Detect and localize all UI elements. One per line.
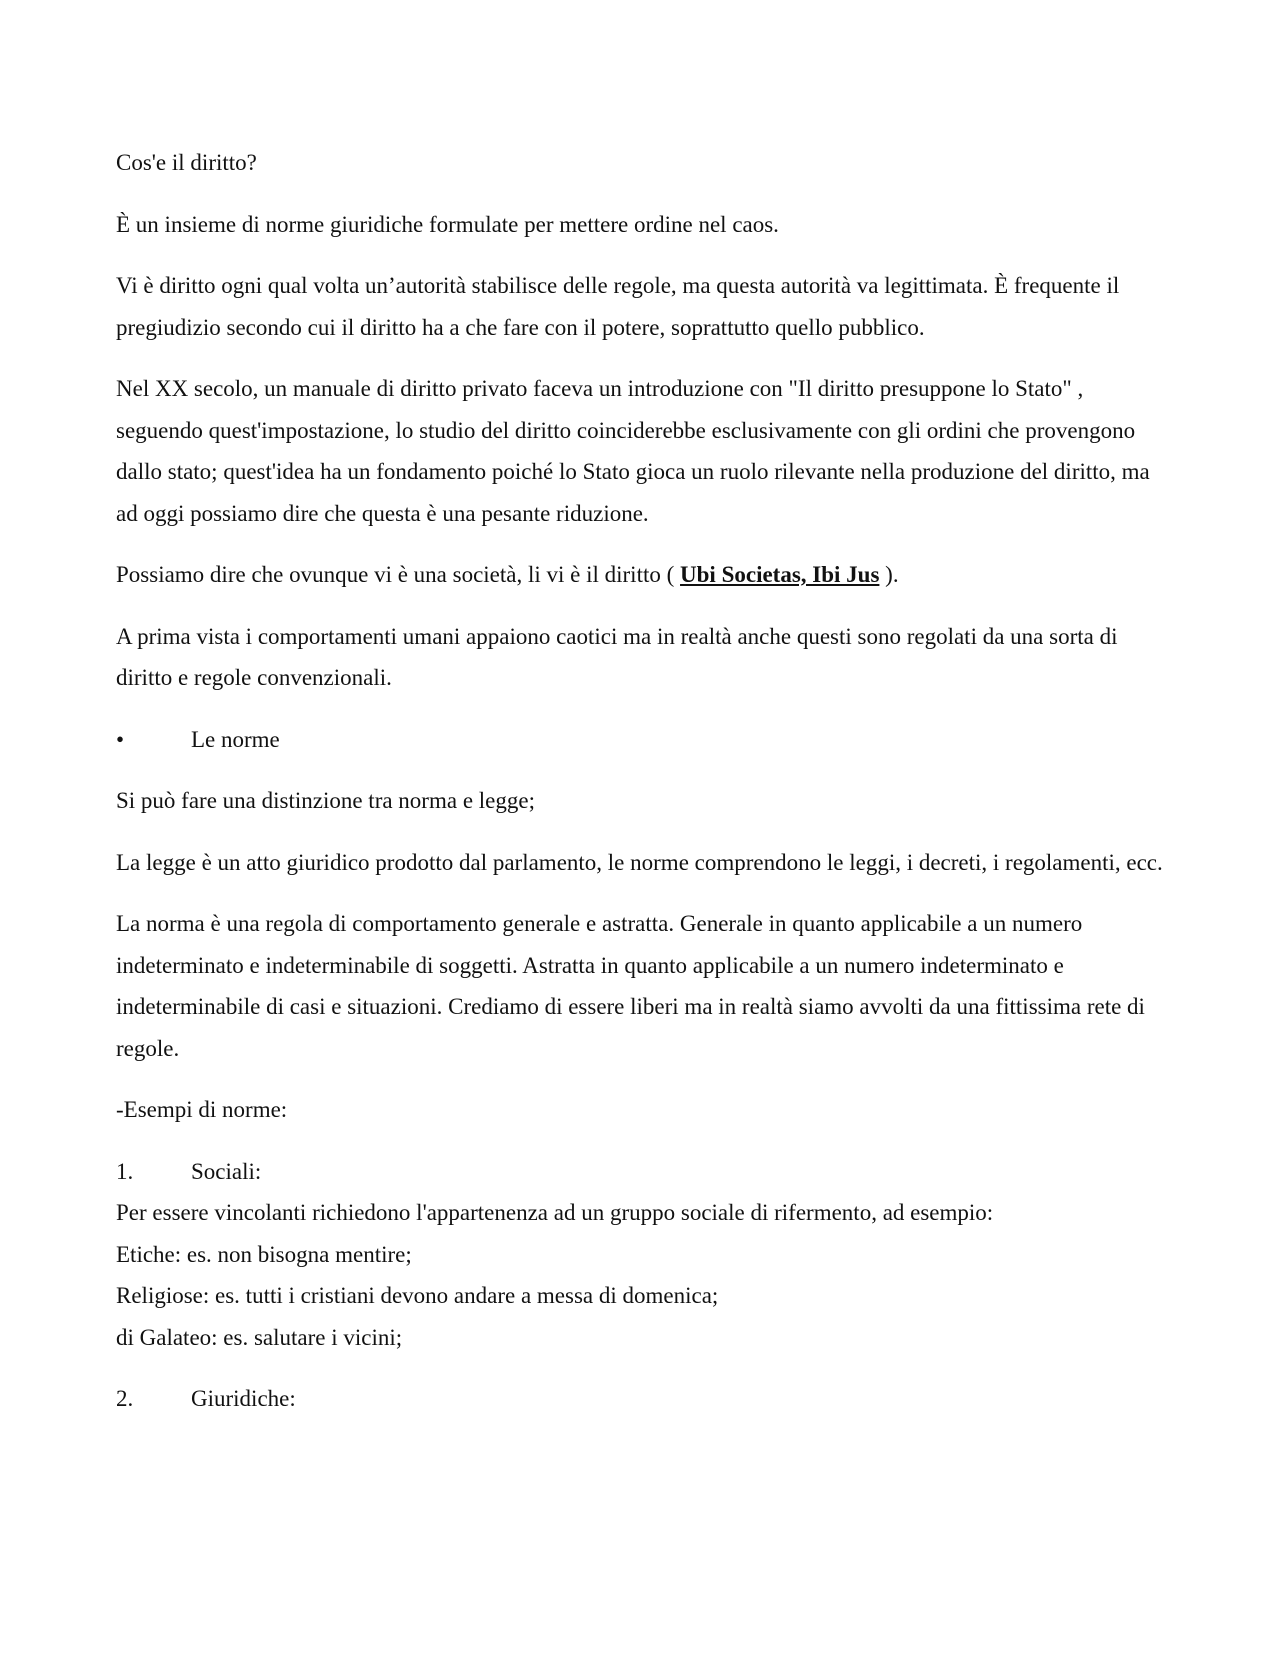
- sociali-line: Religiose: es. tutti i cristiani devono andare a messa di domenica;: [116, 1283, 719, 1308]
- latin-maxim: Ubi Societas, Ibi Jus: [680, 562, 880, 587]
- sociali-line: Etiche: es. non bisogna mentire;: [116, 1241, 412, 1267]
- sociali-line: Per essere vincolanti richiedono l'appartenenza ad un gruppo sociale di rifermento, ad esempio:: [116, 1200, 994, 1225]
- bullet-item-label: Le norme: [191, 726, 280, 752]
- list-item-label-giuridiche: Giuridiche:: [191, 1386, 296, 1411]
- paragraph-authority: Vi è diritto ogni qual volta un’autorità stabilisce delle regole, ma questa autorità va legittimata. È frequente il pregiudizio secondo cui il diritto ha a che fare con il potere, soprattutto quello pubblico.: [116, 273, 1120, 340]
- paragraph-behaviour: A prima vista i comportamenti umani appaiono caotici ma in realtà anche questi sono regolati da una sorta di diritto e regole convenzionali.: [116, 623, 1118, 690]
- list-item-giuridiche: [116, 1378, 1166, 1420]
- document-heading: Cos'e il diritto?: [116, 150, 257, 175]
- document-page: [116, 142, 1166, 1440]
- paragraph-society: [116, 554, 1166, 596]
- list-item-label-sociali: Sociali:: [191, 1158, 262, 1184]
- list-marker-1: 1.: [116, 1158, 134, 1184]
- paragraph-norm: La norma è una regola di comportamento generale e astratta. Generale in quanto applicabile a un numero indeterminato e indeterminabile di soggetti. Astratta in quanto applicabile a un numero indeterminato e indeterminabile di casi e situazioni. Crediamo di essere liberi ma in realtà siamo avvolti da una fittissima rete di regole.: [116, 911, 1145, 1061]
- bullet-marker: •: [116, 726, 125, 752]
- paragraph-definition: È un insieme di norme giuridiche formulate per mettere ordine nel caos.: [116, 211, 779, 237]
- paragraph-law: La legge è un atto giuridico prodotto dal parlamento, le norme comprendono le leggi, i decreti, i regolamenti, ecc.: [116, 849, 1163, 875]
- paragraph-examples: -Esempi di norme:: [116, 1097, 288, 1122]
- list-marker-2: 2.: [116, 1386, 134, 1411]
- sociali-details: [116, 1192, 1166, 1358]
- paragraph-state: Nel XX secolo, un manuale di diritto privato faceva un introduzione con "Il diritto presuppone lo Stato" , seguendo quest'impostazione, lo studio del diritto coinciderebbe esclusivamente con gli ordini che provengono dallo stato; quest'idea ha un fondamento poiché lo Stato gioca un ruolo rilevante nella produzione del diritto, ma ad oggi possiamo dire che questa è una pesante riduzione.: [116, 376, 1150, 526]
- sociali-line: di Galateo: es. salutare i vicini;: [116, 1324, 403, 1350]
- society-text-after: ).: [879, 562, 899, 587]
- list-item-sociali: [116, 1151, 1166, 1193]
- paragraph-distinction: Si può fare una distinzione tra norma e legge;: [116, 788, 535, 813]
- society-text-before: Possiamo dire che ovunque vi è una società, li vi è il diritto (: [116, 562, 681, 587]
- bullet-item-norme: [116, 719, 1166, 761]
